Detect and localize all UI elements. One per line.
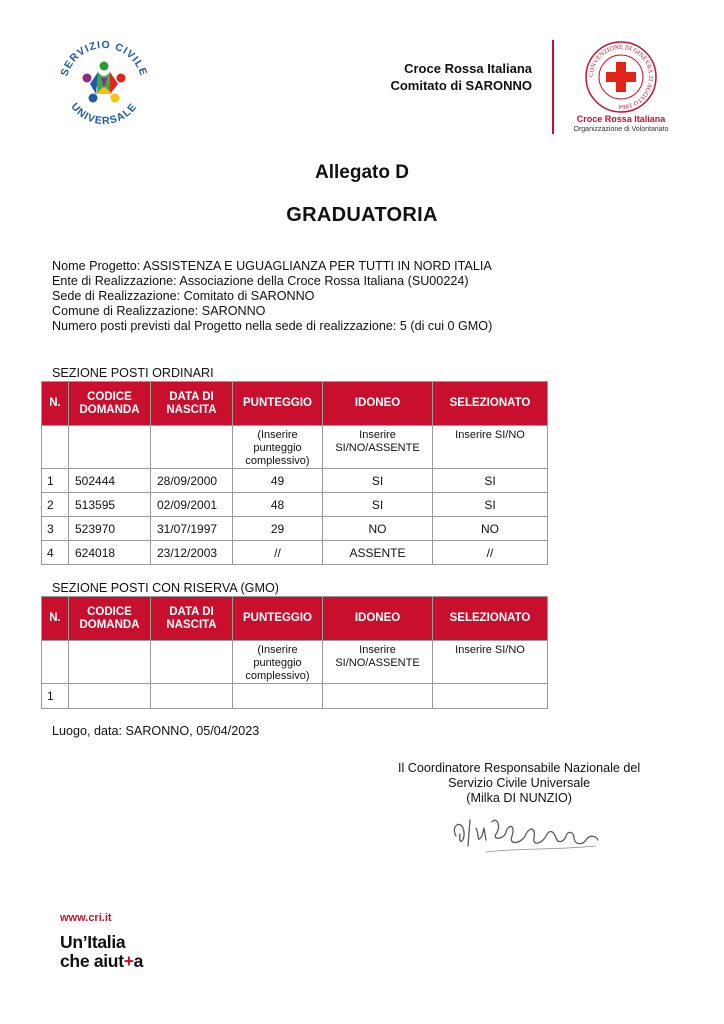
annex-title: Allegato D [315,162,409,183]
cell-n: 4 [42,541,69,565]
cell-selezionato: SI [433,493,548,517]
cell-codice: 523970 [69,517,151,541]
signatory-name: (Milka DI NUNZIO) [466,791,572,805]
hint-cell [151,426,233,469]
col-header-selezionato: SELEZIONATO [433,382,548,426]
cell-n: 1 [42,684,69,709]
hint-row [42,641,548,684]
hint-cell [69,641,151,684]
cell-n: 2 [42,493,69,517]
red-cross-emblem-icon [584,40,658,114]
cell-data: 31/07/1997 [151,517,233,541]
svg-text:SERVIZIO CIVILE [58,39,149,78]
col-header-selezionato: SELEZIONATO [433,597,548,641]
cell-selezionato: NO [433,517,548,541]
cell-punteggio: // [233,541,323,565]
slogan-line2-main: che aiut [60,951,124,971]
cell-n: 1 [42,469,69,493]
col-header-codice: CODICE DOMANDA [69,382,151,426]
ranking-table-riserva [41,596,548,709]
cell-data: 28/09/2000 [151,469,233,493]
org-name: Croce Rossa Italiana [404,61,532,76]
cell-codice [69,684,151,709]
hint-selezionato: Inserire SI/NO [433,426,548,469]
hint-punteggio: (Inserire punteggio complessivo) [233,641,323,684]
cell-idoneo [323,684,433,709]
signatory-role-line2: Servizio Civile Universale [448,776,591,790]
svg-text:UNIVERSALE [68,101,139,127]
hint-idoneo: Inserire SI/NO/ASSENTE [323,641,433,684]
signatory-block [398,761,640,806]
section-riserva-label: SEZIONE POSTI CON RISERVA (GMO) [52,581,279,595]
cell-codice: 624018 [69,541,151,565]
col-header-codice: CODICE DOMANDA [69,597,151,641]
cell-selezionato: SI [433,469,548,493]
cell-idoneo: SI [323,493,433,517]
table-row [42,469,548,493]
hint-idoneo: Inserire SI/NO/ASSENTE [323,426,433,469]
hint-cell [42,426,69,469]
organization-heading [390,60,532,94]
project-info [52,259,492,334]
cell-selezionato [433,684,548,709]
place-date: Luogo, data: SARONNO, 05/04/2023 [52,724,260,738]
cell-punteggio: 29 [233,517,323,541]
col-header-n: N. [42,597,69,641]
table-row [42,493,548,517]
table-row [42,541,548,565]
footer-website-link[interactable]: www.cri.it [60,912,112,924]
logo-arc-bottom-text: UNIVERSALE [68,100,140,128]
cell-codice: 502444 [69,469,151,493]
cell-idoneo: NO [323,517,433,541]
org-committee: Comitato di SARONNO [390,78,532,93]
cell-punteggio [233,684,323,709]
col-header-data: DATA DI NASCITA [151,382,233,426]
slogan-line2 [60,952,143,971]
table-row [42,684,548,709]
emblem-ring-text: CONVENZIONE DI GINEVRA 22 AGOSTO 1864 [587,43,655,111]
hint-cell [151,641,233,684]
cri-brand-block [566,114,676,134]
cell-n: 3 [42,517,69,541]
hint-selezionato: Inserire SI/NO [433,641,548,684]
col-header-n: N. [42,382,69,426]
red-cross-glyph-icon: + [123,951,134,971]
col-header-data: DATA DI NASCITA [151,597,233,641]
cell-data: 23/12/2003 [151,541,233,565]
col-header-punteggio: PUNTEGGIO [233,597,323,641]
handwritten-signature-icon [446,806,614,862]
page-title: GRADUATORIA [286,204,438,226]
hint-punteggio: (Inserire punteggio complessivo) [233,426,323,469]
col-header-punteggio: PUNTEGGIO [233,382,323,426]
brand-name: Croce Rossa Italiana [576,114,666,124]
cell-idoneo: SI [323,469,433,493]
entity-line: Ente di Realizzazione: Associazione della Croce Rossa Italiana (SU00224) [52,274,469,288]
slogan-logo [60,933,143,971]
signatory-role-line1: Il Coordinatore Responsabile Nazionale del [398,761,641,775]
cell-idoneo: ASSENTE [323,541,433,565]
hint-cell [42,641,69,684]
servizio-civile-universale-logo-icon [48,34,160,130]
cell-punteggio: 49 [233,469,323,493]
hint-cell [69,426,151,469]
project-name-line: Nome Progetto: ASSISTENZA E UGUAGLIANZA PER TUTTI IN NORD ITALIA [52,259,492,273]
slogan-line2-end: a [133,951,144,971]
col-header-idoneo: IDONEO [323,382,433,426]
table-row [42,517,548,541]
cell-selezionato: // [433,541,548,565]
ranking-table-ordinari [41,381,548,565]
col-header-idoneo: IDONEO [323,597,433,641]
hint-row [42,426,548,469]
brand-subtitle: Organizzazione di Volontariato [573,126,669,133]
cell-punteggio: 48 [233,493,323,517]
header-divider [552,40,554,134]
site-line: Sede di Realizzazione: Comitato di SARONNO [52,289,315,303]
cell-data [151,684,233,709]
slogan-line1: Un’Italia [60,932,126,952]
cell-data: 02/09/2001 [151,493,233,517]
logo-arc-top-text: SERVIZIO CIVILE [58,38,150,78]
cell-codice: 513595 [69,493,151,517]
municipality-line: Comune di Realizzazione: SARONNO [52,304,266,318]
section-ordinari-label: SEZIONE POSTI ORDINARI [52,366,214,380]
positions-line: Numero posti previsti dal Progetto nella sede di realizzazione: 5 (di cui 0 GMO) [52,319,493,333]
